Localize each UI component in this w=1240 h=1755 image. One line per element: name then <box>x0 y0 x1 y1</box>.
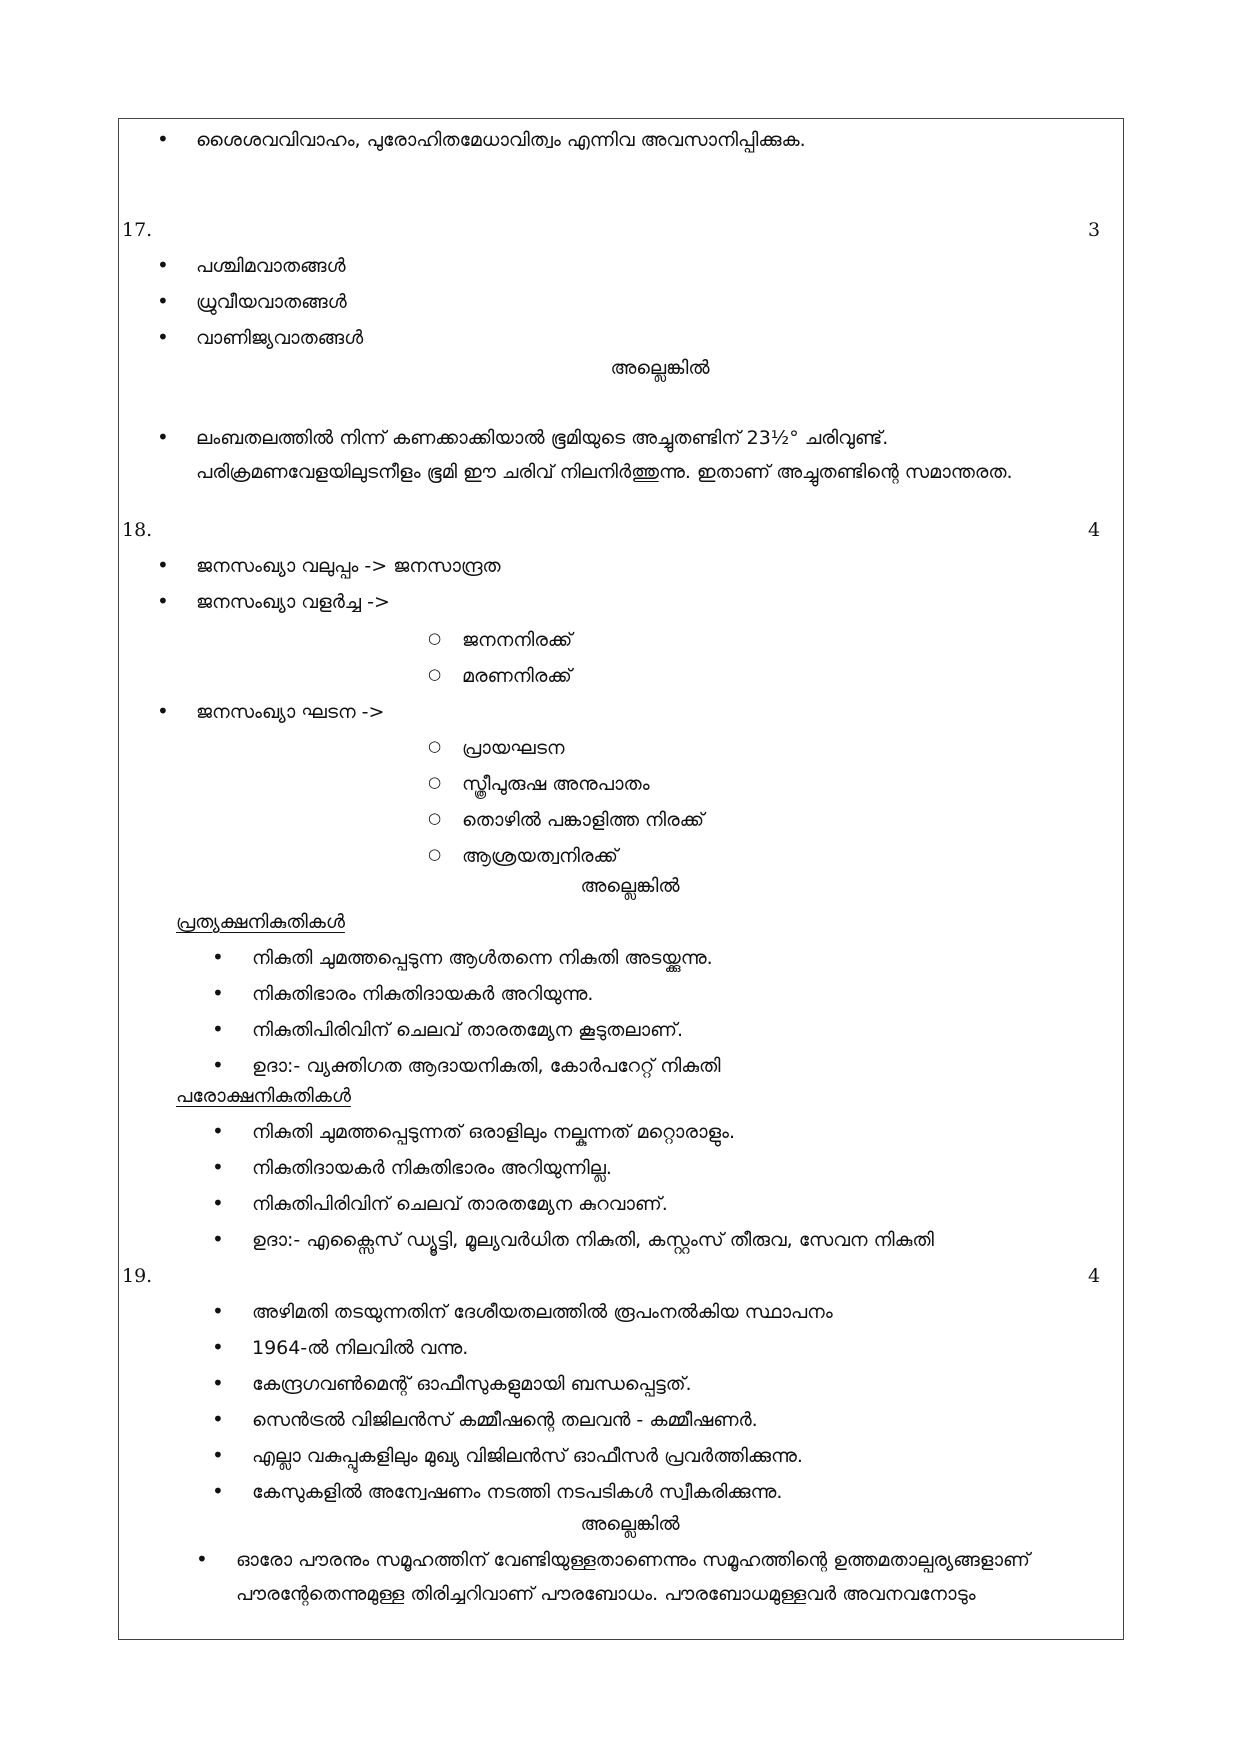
sub-bullet-icon: ○ <box>428 845 442 863</box>
or-separator: അല്ലെങ്കിൽ <box>610 357 710 379</box>
bullet-icon: • <box>212 1119 224 1143</box>
bullet-icon: • <box>212 1191 224 1215</box>
bullet-text-continuation: പൗരന്റേതെന്നുമുള്ള തിരിച്ചറിവാണ് പൗരബോധം. പൗരബോധമുള്ളവർ അവനവനോടും <box>236 1583 976 1605</box>
bullet-icon: • <box>157 589 169 613</box>
bullet-icon: • <box>157 325 169 349</box>
question-number: 19. <box>122 1265 153 1287</box>
bullet-text: അഴിമതി തടയുന്നതിന് ദേശീയതലത്തിൽ രൂപംനൽകിയ സ്ഥാപനം <box>252 1301 833 1323</box>
bullet-text-continuation: പരിക്രമണവേളയിലുടനീളം ഭൂമി ഈ ചരിവ് നിലനിർത്തുന്നു. ഇതാണ് അച്ചുതണ്ടിന്റെ സമാന്തരത. <box>196 461 1013 483</box>
bullet-text: ധ്രുവീയവാതങ്ങൾ <box>196 291 347 313</box>
bullet-text: നികുതിപിരിവിന് ചെലവ് താരതമ്യേന കുറവാണ്. <box>252 1193 668 1215</box>
bullet-icon: • <box>212 945 224 969</box>
section-heading: പരോക്ഷനികുതികൾ <box>176 1085 351 1107</box>
bullet-text: വാണിജ്യവാതങ്ങൾ <box>196 327 364 349</box>
bullet-text: ഉദാ:- എക്സൈസ് ഡ്യൂട്ടി, മൂല്യവർധിത നികുതി, കസ്റ്റംസ് തീരുവ, സേവന നികുതി <box>252 1229 934 1251</box>
bullet-text: നികുതി ചുമത്തപ്പെടുന്നത് ഒരാളിലും നല്കുന്നത് മറ്റൊരാളും. <box>252 1121 736 1143</box>
bullet-text: ജനസംഖ്യാ ഘടന -> <box>196 701 385 723</box>
bullet-icon: • <box>157 699 169 723</box>
question-marks: 3 <box>1088 219 1101 241</box>
bullet-icon: • <box>157 425 169 449</box>
bullet-text: എല്ലാ വകുപ്പുകളിലും മുഖ്യ വിജിലൻസ് ഓഫീസർ പ്രവർത്തിക്കുന്നു. <box>252 1445 803 1467</box>
question-number: 17. <box>122 219 153 241</box>
sub-bullet-text: ആശ്രയത്വനിരക്ക് <box>462 845 618 867</box>
bullet-text: ജനസംഖ്യാ വളർച്ച -> <box>196 591 390 613</box>
bullet-icon: • <box>212 1155 224 1179</box>
bullet-text: കേന്ദ്രഗവൺമെന്റ് ഓഫീസുകളുമായി ബന്ധപ്പെട്ടത്. <box>252 1373 692 1395</box>
bullet-icon: • <box>212 1479 224 1503</box>
sub-bullet-text: പ്രായഘടന <box>462 737 565 759</box>
sub-bullet-icon: ○ <box>428 773 442 791</box>
question-number: 18. <box>122 519 153 541</box>
question-marks: 4 <box>1088 1265 1101 1287</box>
sub-bullet-text: തൊഴിൽ പങ്കാളിത്ത നിരക്ക് <box>462 809 705 831</box>
bullet-icon: • <box>212 1017 224 1041</box>
bullet-text: ലംബതലത്തിൽ നിന്ന് കണക്കാക്കിയാൽ ഭൂമിയുടെ അച്ചുതണ്ടിന് 23½° ചരിവുണ്ട്. <box>196 427 889 449</box>
bullet-icon: • <box>157 289 169 313</box>
bullet-text: 1964-ൽ നിലവിൽ വന്നു. <box>252 1337 469 1359</box>
bullet-text: നികുതി ചുമത്തപ്പെടുന്ന ആൾതന്നെ നികുതി അടയ്ക്കുന്നു. <box>252 947 713 969</box>
bullet-icon: • <box>212 1443 224 1467</box>
or-separator: അല്ലെങ്കിൽ <box>580 1513 680 1535</box>
bullet-text: ഓരോ പൗരനും സമൂഹത്തിന് വേണ്ടിയുള്ളതാണെന്നും സമൂഹത്തിന്റെ ഉത്തമതാല്പര്യങ്ങളാണ് <box>236 1549 1030 1571</box>
bullet-text: ശൈശവവിവാഹം, പുരോഹിതമേധാവിത്വം എന്നിവ അവസാനിപ്പിക്കുക. <box>196 129 806 151</box>
sub-bullet-icon: ○ <box>428 809 442 827</box>
bullet-icon: • <box>157 253 169 277</box>
bullet-icon: • <box>212 1299 224 1323</box>
sub-bullet-text: സ്ത്രീപുരുഷ അനുപാതം <box>462 773 650 795</box>
sub-bullet-text: മരണനിരക്ക് <box>462 665 572 687</box>
bullet-text: ജനസംഖ്യാ വലുപ്പം -> ജനസാന്ദ്രത <box>196 555 501 577</box>
or-separator: അല്ലെങ്കിൽ <box>580 875 680 897</box>
bullet-text: പശ്ചിമവാതങ്ങൾ <box>196 255 346 277</box>
bullet-text: നികുതിഭാരം നികുതിദായകർ അറിയുന്നു. <box>252 983 594 1005</box>
section-heading: പ്രത്യക്ഷനികുതികൾ <box>176 911 345 933</box>
sub-bullet-icon: ○ <box>428 665 442 683</box>
bullet-icon: • <box>212 1335 224 1359</box>
bullet-text: സെൻട്രൽ വിജിലൻസ് കമ്മീഷന്റെ തലവൻ - കമ്മീഷണർ. <box>252 1409 758 1431</box>
bullet-text: ഉദാ:- വ്യക്തിഗത ആദായനികുതി, കോർപറേറ്റ് നികുതി <box>252 1055 721 1077</box>
bullet-icon: • <box>212 981 224 1005</box>
bullet-icon: • <box>157 127 169 151</box>
bullet-icon: • <box>212 1407 224 1431</box>
bullet-text: നികുതിദായകർ നികുതിഭാരം അറിയുന്നില്ല. <box>252 1157 612 1179</box>
sub-bullet-icon: ○ <box>428 737 442 755</box>
sub-bullet-text: ജനനനിരക്ക് <box>462 629 573 651</box>
bullet-icon: • <box>157 553 169 577</box>
bullet-icon: • <box>212 1053 224 1077</box>
bullet-icon: • <box>212 1227 224 1251</box>
question-marks: 4 <box>1088 519 1101 541</box>
bullet-text: കേസുകളിൽ അന്വേഷണം നടത്തി നടപടികൾ സ്വീകരിക്കുന്നു. <box>252 1481 783 1503</box>
sub-bullet-icon: ○ <box>428 629 442 647</box>
bullet-text: നികുതിപിരിവിന് ചെലവ് താരതമ്യേന കൂടുതലാണ്. <box>252 1019 684 1041</box>
bullet-icon: • <box>196 1547 208 1571</box>
bullet-icon: • <box>212 1371 224 1395</box>
